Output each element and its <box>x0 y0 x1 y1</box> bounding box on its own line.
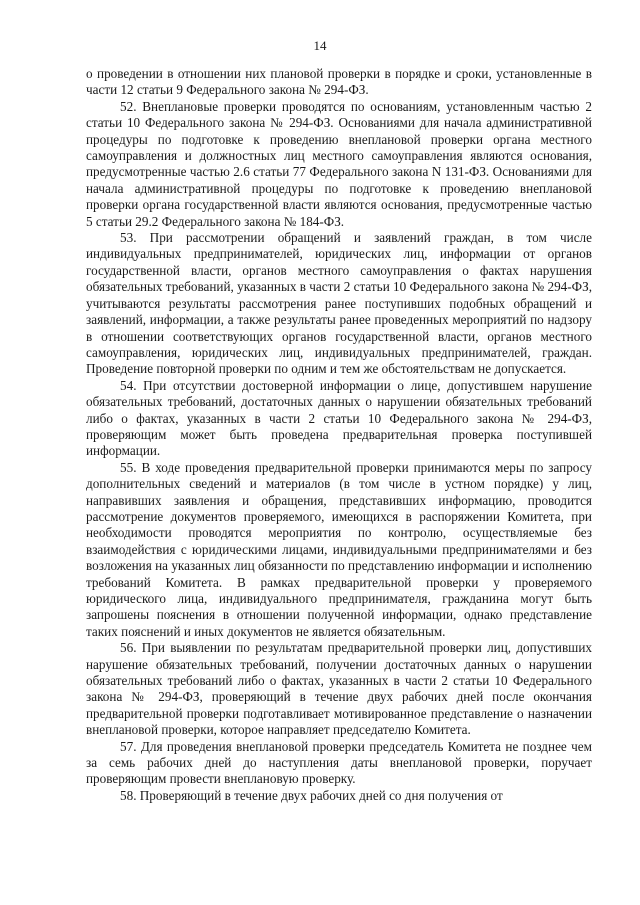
paragraph-56: 56. При выявлении по результатам предварительной проверки лиц, допустивших нарушение обязательных требований, получении достаточных данных о нарушении обязательных требований либо о фактах, указанных в части 2 статьи 10 Федерального закона № 294-ФЗ, проверяющий в течение двух рабочих дней после окончания предварительной проверки подготавливает мотивированное представление о назначении внеплановой проверки, которое направляет председателю Комитета. <box>86 640 592 738</box>
document-body <box>86 66 592 804</box>
paragraph-58: 58. Проверяющий в течение двух рабочих дней со дня получения от <box>120 787 503 803</box>
paragraph-52: 52. Внеплановые проверки проводятся по основаниям, установленным частью 2 статьи 10 Федерального закона № 294-ФЗ. Основаниями для начала административной процедуры по подготовке к проведению внеплановой проверки органа местного самоуправления и должностных лиц местного самоуправления являются основания, предусмотренные частью 2.6 статьи 77 Федерального закона N 131-ФЗ. Основаниями для начала административной процедуры по подготовке к проведению внеплановой проверки органа государственной власти являются основания, предусмотренные частью 5 статьи 29.2 Федерального закона № 184-ФЗ. <box>86 98 592 229</box>
paragraph-53: 53. При рассмотрении обращений и заявлений граждан, в том числе индивидуальных предпринимателей, юридических лиц, информации от органов государственной власти, органов местного самоуправления о фактах нарушения обязательных требований, указанных в части 2 статьи 10 Федерального закона № 294-ФЗ, учитываются результаты рассмотрения ранее поступивших подобных обращений и заявлений, информации, а также результаты ранее проведенных мероприятий по надзору в отношении соответствующих органов государственной власти, органов местного самоуправления, юридических лиц, индивидуальных предпринимателей, граждан. Проведение повторной проверки по одним и тем же обстоятельствам не допускается. <box>86 230 592 377</box>
paragraph-57: 57. Для проведения внеплановой проверки председатель Комитета не позднее чем за семь рабочих дней до наступления даты внеплановой проверки, поручает проверяющим провести внеплановую проверку. <box>86 738 592 787</box>
paragraph-54: 54. При отсутствии достоверной информации о лице, допустившем нарушение обязательных требований, достаточных данных о нарушении обязательных требований либо о фактах, указанных в части 2 статьи 10 Федерального закона № 294-ФЗ, проверяющим может быть проведена предварительная проверка поступившей информации. <box>86 377 592 459</box>
paragraph-continuation: о проведении в отношении них плановой проверки в порядке и сроки, установленные в части 12 статьи 9 Федерального закона № 294-ФЗ. <box>86 66 592 98</box>
page-number: 14 <box>313 38 327 53</box>
paragraph-55: 55. В ходе проведения предварительной проверки принимаются меры по запросу дополнительных сведений и материалов (в том числе в устном порядке) у лиц, направивших заявления и обращения, представивших информацию, проводится рассмотрение документов проверяемого, имеющихся в распоряжении Комитета, при необходимости проводятся мероприятия по контролю, осуществляемые без взаимодействия с юридическими лицами, индивидуальными предпринимателями и без возложения на указанных лиц обязанности по представлению информации и исполнению требований Комитета. В рамках предварительной проверки у проверяемого юридического лица, индивидуального предпринимателя, гражданина могут быть запрошены пояснения в отношении полученной информации, однако представление таких пояснений и иных документов не является обязательным. <box>86 459 592 639</box>
